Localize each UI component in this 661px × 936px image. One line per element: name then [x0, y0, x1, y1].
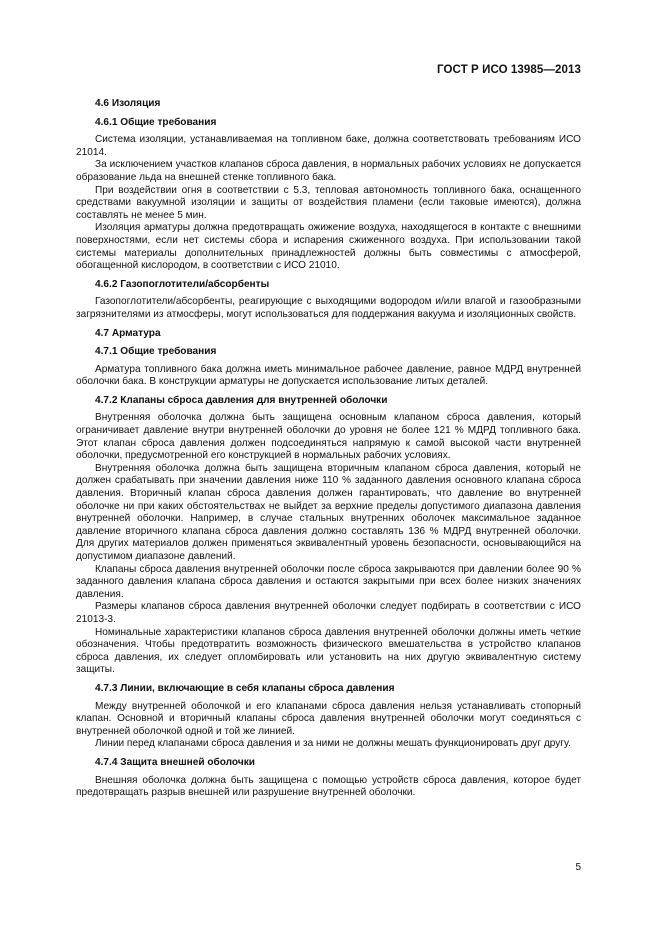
- paragraph: Система изоляции, устанавливаемая на топливном баке, должна соответствовать требованиям ИСО 21014.: [76, 134, 581, 158]
- paragraph: Размеры клапанов сброса давления внутренней оболочки следует подбирать в соответствии с ИСО 21013-3.: [76, 601, 581, 625]
- section-heading: 4.7.3 Линии, включающие в себя клапаны сброса давления: [95, 682, 395, 694]
- paragraph: За исключением участков клапанов сброса давления, в нормальных рабочих условиях не допускается образование льда на внешней стенке топливного бака.: [76, 159, 581, 183]
- paragraph: Внешняя оболочка должна быть защищена с помощью устройств сброса давления, которое будет предотвращать разрыв внешней или разрушение внутренней оболочки.: [76, 774, 581, 799]
- section-heading: 4.7.1 Общие требования: [95, 346, 217, 358]
- paragraph: Номинальные характеристики клапанов сброса давления внутренней оболочки должны иметь четкие обозначения. Чтобы предотвратить возможность физического вмешательства в устройство клапанов сброса давления, их следует опломбировать или установить на них другую эквивалентную систему защиты.: [76, 626, 581, 676]
- paragraph: Изоляция арматуры должна предотвращать ожижение воздуха, находящегося в контакте с внешними поверхностями, если нет системы сбора и испарения сжиженного воздуха. При использовании такой системы материалы дополнительных принадлежностей должны быть совместимы с атмосферой, обогащенной кислородом, в соответствии с ИСО 21010.: [76, 222, 581, 272]
- paragraph: Внутренняя оболочка должна быть защищена основным клапаном сброса давления, который ограничивает давление внутри внутренней оболочки до уровня не более 121 % МДРД топливного бака. Этот клапан сброса давления должен подсоединяться напрямую к самой высокой части внутренней оболочки, предусмотренной его конструкцией в нормальных рабочих условиях.: [76, 412, 581, 462]
- paragraph: Между внутренней оболочкой и его клапанами сброса давления нельзя устанавливать стопорный клапан. Основной и вторичный клапаны сброса давления внутренней оболочки могут соединяться с внутренней оболочкой одной и той же линией.: [76, 700, 581, 737]
- section-heading: 4.6 Изоляция: [95, 98, 161, 109]
- section-heading: 4.7 Арматура: [95, 327, 161, 339]
- section-heading: 4.7.4 Защита внешней оболочки: [95, 756, 255, 768]
- section-heading: 4.6.2 Газопоглотители/абсорбенты: [95, 278, 270, 290]
- paragraph: Линии перед клапанами сброса давления и за ними не должны мешать функционировать друг другу.: [95, 738, 571, 750]
- paragraph: Газопоглотители/абсорбенты, реагирующие с выходящими водородом и/или влагой и газообразными загрязнителями из атмосферы, могут использоваться для поддержания вакуума и изоляционных свойств.: [76, 296, 581, 320]
- paragraph: Арматура топливного бака должна иметь минимальное рабочее давление, равное МДРД внутренней оболочки бака. В конструкции арматуры не допускается использование литых деталей.: [76, 363, 581, 388]
- section-heading: 4.7.2 Клапаны сброса давления для внутренней оболочки: [95, 394, 388, 406]
- paragraph: При воздействии огня в соответствии с 5.3, тепловая автономность топливного бака, оснащенного средствами вакуумной изоляции и защиты от воздействия пламени (если таковые имеются), должна составлять не менее 5 мин.: [76, 184, 581, 221]
- section-heading: 4.6.1 Общие требования: [95, 116, 217, 128]
- paragraph: Клапаны сброса давления внутренней оболочки после сброса закрываются при давлении более 90 % заданного давления клапана сброса давления и остаются закрытыми при всех более низких значениях давления.: [76, 563, 581, 600]
- standard-header: ГОСТ Р ИСО 13985—2013: [436, 64, 581, 76]
- document-body: [76, 92, 581, 800]
- paragraph: Внутренняя оболочка должна быть защищена вторичным клапаном сброса давления, который не должен срабатывать при значении давления ниже 110 % заданного давления основного клапана сброса давления. Вторичный клапан сброса давления должен гарантировать, что давление во внутренней оболочке ни при каких обстоятельствах не выйдет за верхние пределы допустимого диапазона давления внутренней оболочки. Например, в случае стальных внутренних оболочек максимальное заданное давление вторичного клапана сброса давления должно составлять 136 % МДРД внутренней оболочки. Для других материалов должен применяться эквивалентный уровень безопасности, основывающийся на допустимом диапазоне давлений.: [76, 462, 581, 562]
- page-number: 5: [575, 862, 581, 873]
